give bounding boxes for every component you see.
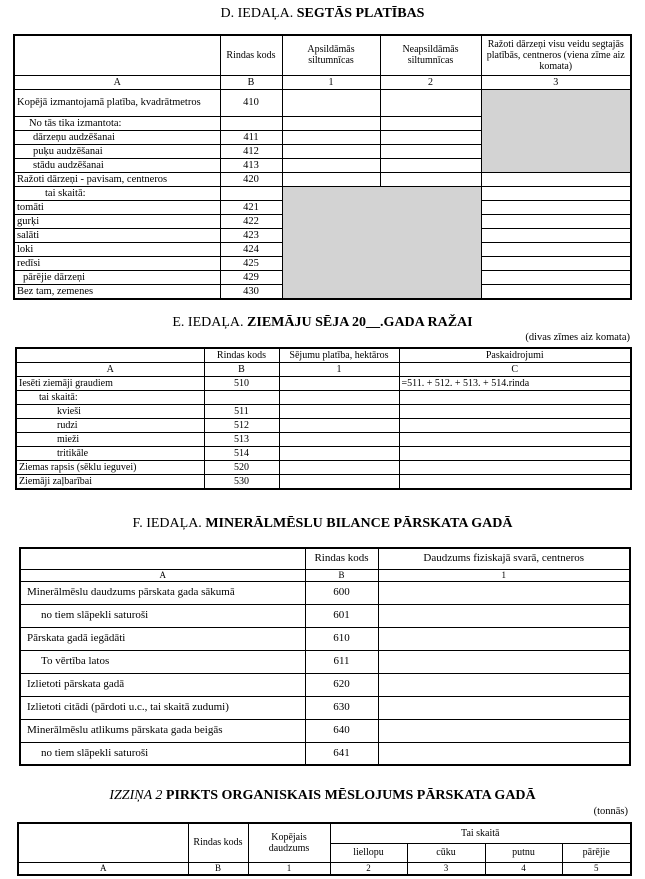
row-label: Ziemāji zaļbarībai <box>16 475 204 490</box>
row-remark <box>399 433 631 447</box>
row-code <box>220 116 282 130</box>
letter-a: A <box>14 75 220 89</box>
input-cell[interactable] <box>378 673 630 696</box>
input-cell[interactable] <box>481 172 631 186</box>
section-e-heading: ZIEMĀJU SĒJA 20__.GADA RAŽAI <box>247 315 473 330</box>
header-produced: Ražoti dārzeņi visu veidu segtajās platībās, centneros (viena zīme aiz komata) <box>481 35 631 75</box>
row-label: Izlietoti citādi (pārdoti u.c., tai skaitā zudumi) <box>20 696 305 719</box>
input-cell[interactable] <box>279 461 399 475</box>
disabled-cell <box>282 186 481 299</box>
input-cell[interactable] <box>380 158 481 172</box>
letter-3: 3 <box>407 862 485 875</box>
row-label: Minerālmēslu daudzums pārskata gada sākumā <box>20 581 305 604</box>
input-cell[interactable] <box>282 116 380 130</box>
row-label: rudzi <box>16 419 204 433</box>
row-label: stādu audzēšanai <box>14 158 220 172</box>
section-f-prefix: F. IEDAĻA. <box>132 516 202 531</box>
header-poultry: putnu <box>485 843 562 862</box>
input-cell[interactable] <box>380 130 481 144</box>
row-remark: =511. + 512. + 513. + 514.rinda <box>399 377 631 391</box>
input-cell[interactable] <box>380 89 481 116</box>
section-f-heading: MINERĀLMĒSLU BILANCE PĀRSKATA GADĀ <box>205 516 513 531</box>
header-cattle: liellopu <box>330 843 407 862</box>
letter-a: A <box>16 363 204 377</box>
input-cell[interactable] <box>279 391 399 405</box>
row-label: No tās tika izmantota: <box>14 116 220 130</box>
row-code: 421 <box>220 200 282 214</box>
header-empty <box>16 348 204 363</box>
row-label: Bez tam, zemenes <box>14 284 220 299</box>
row-label: loki <box>14 242 220 256</box>
letter-a: A <box>20 569 305 581</box>
letter-b: B <box>305 569 378 581</box>
input-cell[interactable] <box>279 475 399 490</box>
row-label: no tiem slāpekli saturoši <box>20 742 305 765</box>
letter-3: 3 <box>481 75 631 89</box>
row-code: 412 <box>220 144 282 158</box>
input-cell[interactable] <box>279 447 399 461</box>
izzina-title <box>0 788 645 804</box>
header-row-code: Rindas kods <box>188 823 248 862</box>
row-code: 510 <box>204 377 279 391</box>
input-cell[interactable] <box>481 214 631 228</box>
input-cell[interactable] <box>279 405 399 419</box>
row-code: 430 <box>220 284 282 299</box>
letter-2: 2 <box>330 862 407 875</box>
izzina-prefix: IZZIŅA 2 <box>109 788 163 803</box>
row-label: redīsi <box>14 256 220 270</box>
input-cell[interactable] <box>282 158 380 172</box>
header-empty <box>18 823 188 862</box>
row-label: tritikāle <box>16 447 204 461</box>
disabled-cell <box>481 89 631 172</box>
input-cell[interactable] <box>378 627 630 650</box>
row-code: 424 <box>220 242 282 256</box>
input-cell[interactable] <box>282 172 380 186</box>
row-label: To vērtība latos <box>20 650 305 673</box>
input-cell[interactable] <box>481 200 631 214</box>
section-e-note: (divas zīmes aiz komata) <box>525 332 630 343</box>
row-code: 620 <box>305 673 378 696</box>
row-remark <box>399 461 631 475</box>
header-row-code: Rindas kods <box>220 35 282 75</box>
row-code: 610 <box>305 627 378 650</box>
row-code: 512 <box>204 419 279 433</box>
section-d-table <box>13 34 632 300</box>
row-label: Iesēti ziemāji graudiem <box>16 377 204 391</box>
letter-b: B <box>204 363 279 377</box>
row-code: 425 <box>220 256 282 270</box>
row-code: 630 <box>305 696 378 719</box>
input-cell[interactable] <box>279 419 399 433</box>
row-label: no tiem slāpekli saturoši <box>20 604 305 627</box>
row-remark <box>399 391 631 405</box>
row-code: 641 <box>305 742 378 765</box>
row-code: 511 <box>204 405 279 419</box>
input-cell[interactable] <box>378 696 630 719</box>
row-label: dārzeņu audzēšanai <box>14 130 220 144</box>
header-pigs: cūku <box>407 843 485 862</box>
input-cell[interactable] <box>378 604 630 627</box>
row-remark <box>399 447 631 461</box>
row-label: kvieši <box>16 405 204 419</box>
row-label: mieži <box>16 433 204 447</box>
row-remark <box>399 405 631 419</box>
row-code: 600 <box>305 581 378 604</box>
row-label: Pārskata gadā iegādāti <box>20 627 305 650</box>
row-code <box>204 391 279 405</box>
letter-b: B <box>188 862 248 875</box>
input-cell[interactable] <box>279 433 399 447</box>
header-unheated: Neapsildāmās siltumnīcas <box>380 35 481 75</box>
input-cell[interactable] <box>481 284 631 299</box>
row-code: 601 <box>305 604 378 627</box>
row-label: salāti <box>14 228 220 242</box>
section-d-prefix: D. IEDAĻA. <box>220 6 294 21</box>
row-label: puķu audzēšanai <box>14 144 220 158</box>
letter-1: 1 <box>248 862 330 875</box>
row-label: tai skaitā: <box>16 391 204 405</box>
row-code: 413 <box>220 158 282 172</box>
input-cell[interactable] <box>481 242 631 256</box>
input-cell[interactable] <box>279 377 399 391</box>
letter-1: 1 <box>282 75 380 89</box>
header-empty <box>20 548 305 569</box>
input-cell[interactable] <box>378 650 630 673</box>
header-other: pārējie <box>562 843 631 862</box>
header-heated: Apsildāmās siltumnīcas <box>282 35 380 75</box>
section-f-table <box>19 547 631 766</box>
izzina-note: (tonnās) <box>593 806 628 817</box>
letter-c: C <box>399 363 631 377</box>
header-row-code: Rindas kods <box>204 348 279 363</box>
header-remarks: Paskaidrojumi <box>399 348 631 363</box>
row-code: 513 <box>204 433 279 447</box>
row-label: gurķi <box>14 214 220 228</box>
row-label: Izlietoti pārskata gadā <box>20 673 305 696</box>
row-remark <box>399 419 631 433</box>
row-label: Minerālmēslu atlikums pārskata gada beigās <box>20 719 305 742</box>
header-area: Sējumu platība, hektāros <box>279 348 399 363</box>
row-code: 530 <box>204 475 279 490</box>
izzina-table <box>17 822 632 876</box>
letter-4: 4 <box>485 862 562 875</box>
header-quantity: Daudzums fiziskajā svarā, centneros <box>378 548 630 569</box>
input-cell[interactable] <box>481 256 631 270</box>
letter-a: A <box>18 862 188 875</box>
row-label: Ražoti dārzeņi - pavisam, centneros <box>14 172 220 186</box>
header-including: Tai skaitā <box>330 823 631 843</box>
letter-1: 1 <box>378 569 630 581</box>
input-cell[interactable] <box>378 581 630 604</box>
header-empty <box>14 35 220 75</box>
row-label: Ziemas rapsis (sēklu ieguvei) <box>16 461 204 475</box>
input-cell[interactable] <box>282 130 380 144</box>
row-code: 410 <box>220 89 282 116</box>
row-label: tai skaitā: <box>14 186 220 200</box>
section-f-title <box>0 516 645 532</box>
row-code: 423 <box>220 228 282 242</box>
input-cell[interactable] <box>378 742 630 765</box>
letter-b: B <box>220 75 282 89</box>
row-code: 420 <box>220 172 282 186</box>
letter-5: 5 <box>562 862 631 875</box>
row-code: 611 <box>305 650 378 673</box>
row-label: Kopējā izmantojamā platība, kvadrātmetros <box>14 89 220 116</box>
input-cell[interactable] <box>481 186 631 200</box>
input-cell[interactable] <box>481 228 631 242</box>
row-label: pārējie dārzeņi <box>14 270 220 284</box>
row-remark <box>399 475 631 490</box>
row-label: tomāti <box>14 200 220 214</box>
row-code: 640 <box>305 719 378 742</box>
section-d-title <box>0 6 645 22</box>
section-e-title <box>0 315 645 331</box>
input-cell[interactable] <box>481 270 631 284</box>
input-cell[interactable] <box>282 89 380 116</box>
letter-1: 1 <box>279 363 399 377</box>
section-e-prefix: E. IEDAĻA. <box>172 315 244 330</box>
row-code: 422 <box>220 214 282 228</box>
input-cell[interactable] <box>380 144 481 158</box>
letter-2: 2 <box>380 75 481 89</box>
row-code <box>220 186 282 200</box>
row-code: 429 <box>220 270 282 284</box>
section-d-heading: SEGTĀS PLATĪBAS <box>296 6 425 21</box>
row-code: 520 <box>204 461 279 475</box>
input-cell[interactable] <box>378 719 630 742</box>
row-code: 514 <box>204 447 279 461</box>
input-cell[interactable] <box>380 172 481 186</box>
row-code: 411 <box>220 130 282 144</box>
header-total: Kopējais daudzums <box>248 823 330 862</box>
izzina-heading: PIRKTS ORGANISKAIS MĒSLOJUMS PĀRSKATA GADĀ <box>165 788 536 803</box>
input-cell[interactable] <box>380 116 481 130</box>
input-cell[interactable] <box>282 144 380 158</box>
section-e-table <box>15 347 632 490</box>
header-row-code: Rindas kods <box>305 548 378 569</box>
